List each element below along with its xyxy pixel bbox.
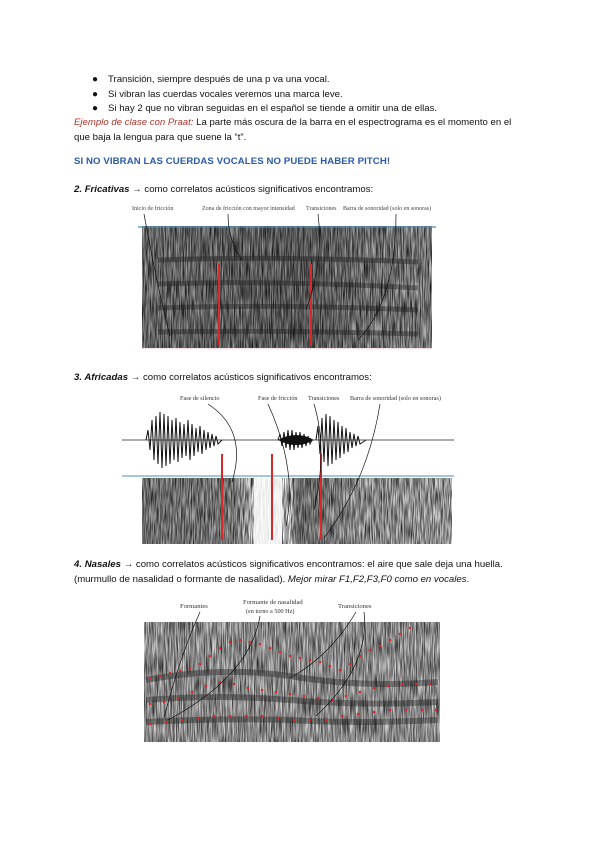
fig1-label-transiciones: Transiciones bbox=[306, 206, 337, 212]
bullet-item: ● Transición, siempre después de una p va una vocal. bbox=[92, 73, 512, 88]
section-fricativas: 2. Fricativas → como correlatos acústicos significativos encontramos: bbox=[74, 184, 374, 195]
section-nasales: 4. Nasales → como correlatos acústicos significativos encontramos: el aire que sale deja una huella. (murmullo de nasalidad o formante de nasalidad). Mejor mirar F1,F2,F3,F0 como en vocales. bbox=[74, 559, 503, 585]
fig3-label-transiciones: Transiciones bbox=[338, 603, 372, 610]
fig1-label-barra: Barra de sonoridad (solo en sonoras) bbox=[343, 206, 432, 212]
praat-label: Ejemplo de clase con Praat: bbox=[74, 117, 194, 128]
fig2-label-transiciones: Transiciones bbox=[308, 395, 340, 402]
bullet-item: ● Si hay 2 que no vibran seguidas en el español se tiende a omitir una de ellas. bbox=[92, 102, 512, 117]
pitch-heading: SI NO VIBRAN LAS CUERDAS VOCALES NO PUEDE HABER PITCH! bbox=[74, 156, 391, 167]
section-africadas: 3. Africadas → como correlatos acústicos significativos encontramos: bbox=[74, 372, 372, 383]
fricative-spectrogram bbox=[128, 200, 448, 360]
fig2-label-silencio: Fase de silencio bbox=[180, 395, 220, 402]
bullet-dot-icon: ● bbox=[92, 88, 99, 100]
praat-text-2: que baja la lengua para que suene la “t”. bbox=[74, 131, 247, 143]
fig2-silence-gap bbox=[254, 478, 282, 544]
fig3-label-nasalidad: Formante de nasalidad bbox=[243, 599, 303, 606]
fig3-label-formantes: Formantes bbox=[180, 603, 208, 610]
praat-paragraph bbox=[74, 116, 534, 145]
nasal-spectrogram bbox=[140, 596, 450, 748]
affricate-figure bbox=[118, 390, 458, 550]
nasales-italic-note: Mejor mirar F1,F2,F3,F0 como en vocales bbox=[287, 573, 467, 585]
fig2-spectro-noise bbox=[142, 478, 452, 544]
fig2-label-barra: Barra de sonoridad (solo en sonoras) bbox=[350, 395, 441, 402]
fig3-label-hz: (en torno a 500 Hz) bbox=[246, 608, 295, 615]
bullet-dot-icon: ● bbox=[92, 74, 99, 85]
fig2-label-friccion: Fase de fricción bbox=[258, 395, 298, 402]
bullet-dot-icon: ● bbox=[92, 103, 99, 114]
fig1-label-inicio: Inicio de fricción bbox=[132, 206, 174, 212]
bullet-item: ● Si vibran las cuerdas vocales veremos una marca leve. bbox=[92, 88, 512, 103]
bullet-list bbox=[92, 73, 512, 117]
fig1-label-zona: Zona de fricción con mayor intensidad bbox=[202, 206, 295, 212]
praat-text-1: La parte más oscura de la barra en el espectrograma es el momento en el bbox=[193, 117, 512, 128]
